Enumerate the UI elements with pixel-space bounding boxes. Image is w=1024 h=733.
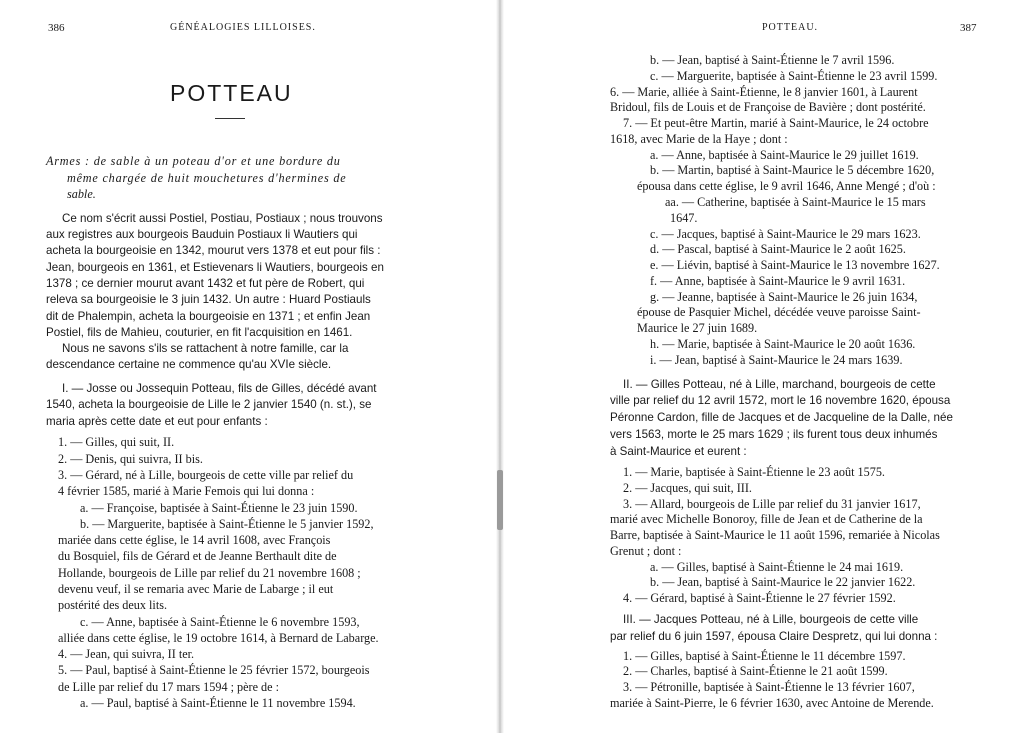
text-line: maria après cette date et eut pour enfants :: [46, 414, 268, 428]
text-line: dit de Phalempin, acheta la bourgeoisie en 1371 ; et enfin Jean: [46, 309, 371, 323]
list-item: de Lille par relief du 17 mars 1594 ; père de :: [58, 679, 279, 694]
list-item: épouse de Pasquier Michel, décédée veuve paroisse Saint-: [637, 305, 921, 320]
list-item: 1647.: [670, 210, 698, 225]
list-item: b. — Jean, baptisé à Saint-Maurice le 22 janvier 1622.: [650, 575, 916, 590]
list-item: mariée dans cette église, le 14 avril 1608, avec François: [58, 533, 331, 548]
text-line: Péronne Cardon, fille de Jacques et de Jacqueline de la Dalle, née: [610, 411, 953, 425]
list-item: postérité des deux lits.: [58, 598, 167, 613]
text-line: Nous ne savons s'ils se rattachent à notre famille, car la: [62, 342, 349, 356]
list-item: a. — Anne, baptisée à Saint-Maurice le 29 juillet 1619.: [650, 147, 919, 162]
list-item: h. — Marie, baptisée à Saint-Maurice le 20 août 1636.: [650, 336, 916, 351]
list-item: 1. — Gilles, baptisé à Saint-Étienne le 11 décembre 1597.: [623, 648, 906, 663]
text-line: Jean, bourgeois en 1361, et Estievenars li Wautiers, bourgeois en: [46, 260, 384, 274]
page-number: 387: [960, 22, 977, 34]
list-item: 3. — Gérard, né à Lille, bourgeois de cette ville par relief du: [58, 467, 354, 482]
list-item: marié avec Michelle Bonoroy, fille de Jean et de Catherine de la: [610, 512, 923, 527]
text-line: Ce nom s'écrit aussi Postiel, Postiau, Postiaux ; nous trouvons: [62, 211, 383, 225]
list-item: 3. — Allard, bourgeois de Lille par relief du 31 janvier 1617,: [623, 496, 921, 511]
page-number: 386: [48, 22, 65, 34]
list-item: 1618, avec Marie de la Haye ; dont :: [610, 131, 788, 146]
text-line: aux registres aux bourgeois Bauduin Postiaux li Wautiers qui: [46, 228, 358, 242]
list-item: 2. — Jacques, qui suit, III.: [623, 480, 752, 495]
list-item: a. — Gilles, baptisé à Saint-Étienne le 24 mai 1619.: [650, 559, 904, 574]
running-head: GÉNÉALOGIES LILLOISES.: [170, 22, 316, 33]
text-line: 1378 ; ce dernier mourut avant 1432 et fut père de Robert, qui: [46, 277, 365, 291]
list-item: 4. — Jean, qui suivra, II ter.: [58, 647, 195, 662]
list-item: e. — Liévin, baptisé à Saint-Maurice le 13 novembre 1627.: [650, 258, 940, 273]
list-item: 1. — Marie, baptisée à Saint-Étienne le 23 août 1575.: [623, 464, 885, 479]
text-line: descendance certaine ne commence qu'au XVIe siècle.: [46, 358, 332, 372]
text-line: II. — Gilles Potteau, né à Lille, marchand, bourgeois de cette: [623, 377, 936, 391]
list-item: Barre, baptisée à Saint-Maurice le 11 août 1596, remariée à Nicolas: [610, 528, 940, 543]
right-page: [500, 0, 1024, 733]
list-item: a. — Françoise, baptisée à Saint-Étienne le 23 juin 1590.: [80, 500, 358, 515]
text-line: vers 1563, morte le 25 mars 1629 ; ils furent tous deux inhumés: [610, 427, 938, 441]
list-item: 4 février 1585, marié à Marie Femois qui lui donna :: [58, 484, 315, 499]
text-line: Postiel, fils de Mahieu, couturier, en fit l'acquisition en 1461.: [46, 325, 353, 339]
list-item: b. — Martin, baptisé à Saint-Maurice le 5 décembre 1620,: [650, 163, 935, 178]
list-item: g. — Jeanne, baptisée à Saint-Maurice le 26 juin 1634,: [650, 289, 918, 304]
list-item: c. — Anne, baptisée à Saint-Étienne le 6 novembre 1593,: [80, 614, 360, 629]
list-item: 6. — Marie, alliée à Saint-Étienne, le 8 janvier 1601, à Laurent: [610, 84, 918, 99]
left-page: [0, 0, 500, 733]
list-item: aa. — Catherine, baptisée à Saint-Maurice le 15 mars: [665, 194, 926, 209]
list-item: i. — Jean, baptisé à Saint-Maurice le 24 mars 1639.: [650, 352, 903, 367]
arms-line: Armes : de sable à un poteau d'or et une bordure du: [46, 154, 341, 168]
list-item: Bridoul, fils de Louis et de Françoise de Bavière ; dont postérité.: [610, 100, 926, 115]
list-item: 1. — Gilles, qui suit, II.: [58, 435, 175, 450]
list-item: f. — Anne, baptisée à Saint-Maurice le 9 avril 1631.: [650, 273, 906, 288]
text-line: ville par relief du 12 avril 1572, mort le 16 novembre 1620, épousa: [610, 394, 951, 408]
list-item: b. — Marguerite, baptisée à Saint-Étienne le 5 janvier 1592,: [80, 516, 374, 531]
arms-line: même chargée de huit mouchetures d'hermines de: [67, 171, 347, 186]
list-item: devenu veuf, il se remaria avec Marie de Labarge ; il eut: [58, 581, 334, 596]
list-item: 5. — Paul, baptisé à Saint-Étienne le 25 février 1572, bourgeois: [58, 663, 370, 678]
text-line: par relief du 6 juin 1597, épousa Claire Despretz, qui lui donna :: [610, 630, 938, 644]
list-item: épousa dans cette église, le 9 avril 1646, Anne Mengé ; d'où :: [637, 179, 936, 194]
list-item: du Bosquiel, fils de Gérard et de Jeanne Berthault dite de: [58, 549, 337, 564]
arms-line: sable.: [67, 187, 96, 202]
list-item: c. — Marguerite, baptisée à Saint-Étienne le 23 avril 1599.: [650, 68, 938, 83]
list-item: Grenut ; dont :: [610, 543, 682, 558]
list-item: Maurice le 27 juin 1689.: [637, 321, 758, 336]
title-rule: [215, 118, 245, 119]
list-item: a. — Paul, baptisé à Saint-Étienne le 11 novembre 1594.: [80, 696, 356, 710]
list-item: mariée à Saint-Pierre, le 6 février 1630, avec Antoine de Merende.: [610, 696, 934, 710]
text-line: releva sa bourgeoisie le 3 juin 1432. Un autre : Huard Postiauls: [46, 293, 371, 307]
running-head: POTTEAU.: [762, 22, 819, 33]
text-line: III. — Jacques Potteau, né à Lille, bourgeois de cette ville: [623, 613, 919, 627]
list-item: 7. — Et peut-être Martin, marié à Saint-Maurice, le 24 octobre: [623, 116, 929, 131]
page-title: POTTEAU: [170, 80, 293, 106]
list-item: b. — Jean, baptisé à Saint-Étienne le 7 avril 1596.: [650, 53, 895, 67]
text-line: acheta la bourgeoisie en 1342, mourut vers 1378 et eut pour fils :: [46, 244, 381, 258]
list-item: Hollande, bourgeois de Lille par relief du 21 novembre 1608 ;: [58, 565, 361, 580]
list-item: 3. — Pétronille, baptisée à Saint-Étienne le 13 février 1607,: [623, 680, 915, 695]
list-item: 4. — Gérard, baptisé à Saint-Étienne le 27 février 1592.: [623, 591, 896, 606]
text-line: I. — Josse ou Jossequin Potteau, fils de Gilles, décédé avant: [62, 382, 377, 396]
list-item: 2. — Denis, qui suivra, II bis.: [58, 451, 203, 466]
text-line: à Saint-Maurice et eurent :: [610, 444, 747, 458]
list-item: c. — Jacques, baptisé à Saint-Maurice le 29 mars 1623.: [650, 226, 921, 241]
list-item: alliée dans cette église, le 19 octobre 1614, à Bernard de Labarge.: [58, 630, 379, 645]
list-item: d. — Pascal, baptisé à Saint-Maurice le 2 août 1625.: [650, 242, 906, 257]
text-line: 1540, acheta la bourgeoisie de Lille le 2 janvier 1540 (n. st.), se: [46, 398, 372, 412]
list-item: 2. — Charles, baptisé à Saint-Étienne le 21 août 1599.: [623, 664, 888, 679]
